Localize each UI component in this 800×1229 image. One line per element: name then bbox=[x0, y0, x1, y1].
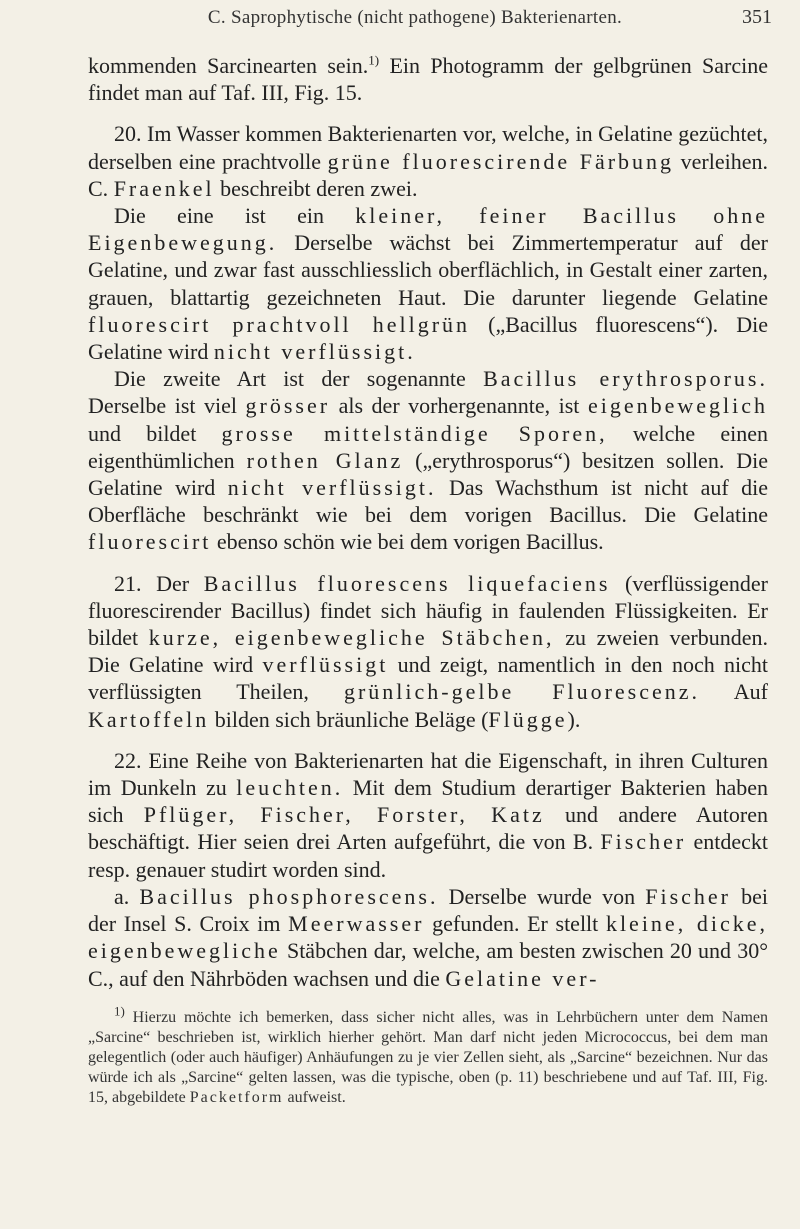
text-run: kommenden Sarcinearten sein. bbox=[88, 53, 369, 78]
text-run: Hierzu möchte ich bemerken, dass sicher nicht alles, was in Lehrbüchern unter dem Namen „Sarcine“ beschrieben ist, wirklich hierher gehört. Man darf nicht jeden Micrococcus, bei dem man gelegentlich (oder auch häufiger) Anhäufungen zu je vier Zellen sieht, als „Sarcine“ bezeichnen. Nur das würde ich als „Sarcine“ gelten lassen, was die typische, oben (p. 11) beschriebene und auf Taf. III, Fig. 15, abgebildete bbox=[88, 1008, 768, 1106]
text-run: Ein Photogramm der gelbgrünen Sarcine findet man auf Taf. III, Fig. 15. bbox=[88, 53, 768, 106]
text-run: Das Wachsthum ist nicht auf die Oberfläche beschränkt wie bei dem vorigen Bacillus. Die Gelatine bbox=[88, 475, 768, 528]
footnote-marker: 1) bbox=[114, 1003, 125, 1019]
spaced-emphasis: grosse mittelständige Sporen, bbox=[221, 420, 608, 446]
spaced-emphasis: fluorescirt bbox=[88, 529, 212, 555]
text-run: 22. Eine Reihe von Bakterienarten hat die Eigenschaft, in ihren Culturen im Dunkeln zu bbox=[88, 747, 768, 801]
text-run: und andere Autoren beschäftigt. Hier seien drei Arten aufgeführt, die von B. bbox=[88, 802, 768, 855]
text-run: Die zweite Art ist der sogenannte bbox=[114, 366, 484, 392]
text-run: Die eine ist ein bbox=[114, 203, 356, 229]
paragraph-second-species bbox=[88, 365, 768, 555]
page-number: 351 bbox=[742, 6, 772, 28]
spaced-emphasis: grüne fluorescirende Färbung bbox=[327, 148, 675, 174]
text-run: verleihen. C. bbox=[88, 148, 768, 201]
spaced-emphasis: nicht verflüssigt. bbox=[213, 339, 416, 365]
spaced-emphasis: Pflüger, Fischer, Forster, Katz bbox=[143, 802, 545, 828]
spaced-emphasis: nicht verflüssigt. bbox=[227, 475, 437, 501]
spaced-emphasis: Flügge bbox=[488, 706, 568, 732]
running-header bbox=[88, 6, 772, 36]
text-run: aufweist. bbox=[283, 1088, 346, 1106]
spaced-emphasis: Gelatine ver- bbox=[445, 965, 600, 991]
spaced-emphasis: Packetform bbox=[189, 1088, 284, 1106]
text-run: bilden sich bräunliche Beläge ( bbox=[209, 706, 489, 732]
text-run: Mit dem Studium derartiger Bakterien haben sich bbox=[88, 775, 768, 828]
text-run: zu zweien verbunden. Die Gelatine wird bbox=[88, 625, 768, 678]
text-run: Derselbe wurde von bbox=[438, 883, 646, 909]
spaced-emphasis: grösser bbox=[245, 393, 331, 419]
spaced-emphasis: fluorescirt prachtvoll hellgrün bbox=[88, 311, 471, 337]
text-run: a. bbox=[114, 883, 140, 909]
spaced-emphasis: Bacillus fluorescens liquefaciens bbox=[203, 570, 611, 596]
paragraph-20 bbox=[88, 120, 768, 202]
paragraph-22 bbox=[88, 747, 768, 883]
text-run: welche einen eigenthümlichen bbox=[88, 420, 768, 473]
text-run: 20. Im Wasser kommen Bakterienarten vor, welche, in Gelatine gezüchtet, derselben eine prachtvolle bbox=[88, 121, 768, 174]
spaced-emphasis: eigenbeweglich bbox=[587, 393, 768, 419]
footnote-separator bbox=[88, 992, 768, 1008]
text-run: und bildet bbox=[88, 420, 222, 446]
footnote-reference: 1) bbox=[368, 52, 380, 68]
paragraph-first-species bbox=[88, 202, 768, 365]
text-run: Derselbe wächst bei Zimmertemperatur auf der Gelatine, und zwar fast ausschliesslich oberflächlich, in Gestalt einer zarten, grauen, blattartig gezeichneten Haut. Die darunter liegende Gelatine bbox=[88, 230, 768, 310]
spaced-emphasis: grünlich-gelbe Fluorescenz. bbox=[343, 679, 701, 705]
text-run: bei der Insel S. Croix im bbox=[88, 883, 769, 937]
text-run: 21. Der bbox=[114, 570, 204, 596]
spaced-emphasis: Bacillus phosphorescens. bbox=[139, 883, 439, 909]
spaced-emphasis: leuchten. bbox=[236, 775, 344, 801]
paragraph-21 bbox=[88, 570, 768, 733]
spaced-emphasis: Bacillus erythrosporus. bbox=[483, 366, 768, 392]
spaced-emphasis: Meerwasser bbox=[288, 911, 425, 937]
text-run: ). bbox=[567, 706, 581, 732]
spaced-emphasis: Fischer bbox=[600, 829, 687, 855]
text-run: als der vorhergenannte, ist bbox=[330, 393, 588, 419]
footnote bbox=[88, 1003, 768, 1108]
text-run: und zeigt, namentlich in den noch nicht verflüssigten Theilen, bbox=[88, 652, 768, 705]
main-text bbox=[88, 52, 768, 1108]
running-title: C. Saprophytische (nicht pathogene) Bakterienarten. bbox=[207, 7, 623, 28]
text-run: („erythrosporus“) besitzen sollen. Die Gelatine wird bbox=[88, 447, 769, 501]
text-run: beschreibt deren zwei. bbox=[214, 175, 418, 201]
text-run: (verflüssigender fluorescirender Bacillus) findet sich häufig in faulenden Flüssigkeiten. Er bildet bbox=[88, 570, 768, 651]
text-run: Derselbe ist viel bbox=[88, 393, 246, 419]
spaced-emphasis: kurze, eigenbewegliche Stäbchen, bbox=[148, 625, 555, 651]
text-run: entdeckt resp. genauer studirt worden sind. bbox=[88, 829, 768, 882]
paragraph-continuation bbox=[88, 52, 768, 106]
spaced-emphasis: kleiner, feiner Bacillus ohne Eigenbewegung. bbox=[88, 203, 768, 256]
spaced-emphasis: Kartoffeln bbox=[88, 706, 210, 732]
text-run: ebenso schön wie bei dem vorigen Bacillus. bbox=[211, 529, 604, 555]
text-run: („Bacillus fluorescens“). Die Gelatine wird bbox=[88, 311, 768, 365]
spaced-emphasis: verflüssigt bbox=[262, 652, 389, 678]
text-run: Stäbchen dar, welche, am besten zwischen 20 und 30° C., auf den Nährböden wachsen und die bbox=[88, 938, 768, 991]
spaced-emphasis: rothen Glanz bbox=[246, 447, 404, 473]
spaced-emphasis: kleine, dicke, eigenbewegliche bbox=[88, 911, 768, 964]
text-run: gefunden. Er stellt bbox=[424, 911, 606, 937]
spaced-emphasis: Fischer bbox=[645, 883, 731, 909]
spaced-emphasis: Fraenkel bbox=[113, 175, 215, 201]
text-run: Auf bbox=[700, 679, 769, 705]
paragraph-22a bbox=[88, 883, 768, 992]
